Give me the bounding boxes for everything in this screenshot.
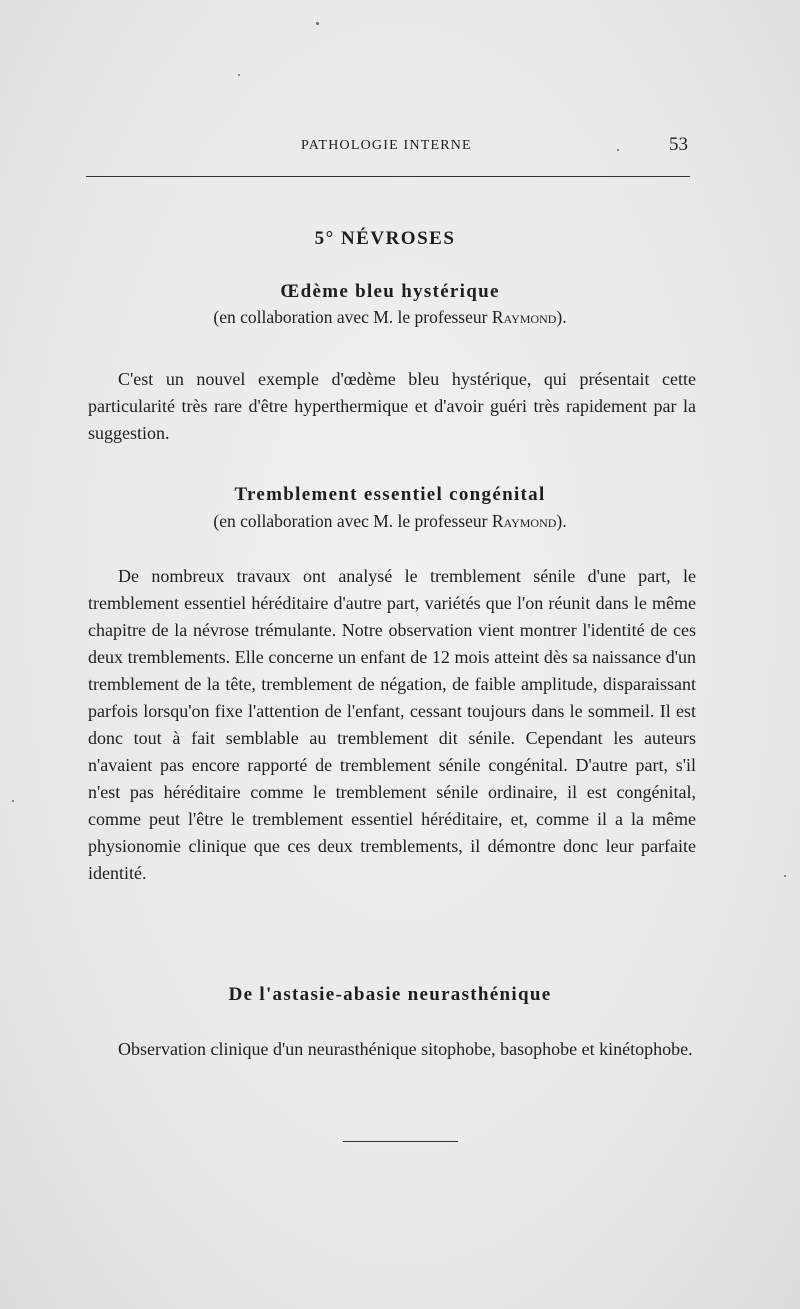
section-title-tremblement: Tremblement essentiel congénital xyxy=(234,484,546,505)
header-rule xyxy=(86,176,690,177)
subtitle-author: Raymond xyxy=(491,307,557,327)
section-title-astasie: De l'astasie-abasie neurasthénique xyxy=(228,984,552,1005)
running-title: PATHOLOGIE INTERNE xyxy=(301,138,472,153)
subtitle-prefix: (en collaboration avec M. le professeur xyxy=(213,511,492,531)
page-number: 53 xyxy=(669,134,688,155)
subtitle-suffix: ). xyxy=(556,511,567,531)
chapter-heading: 5° NÉVROSES xyxy=(314,228,456,249)
subtitle-author: Raymond xyxy=(491,511,557,531)
subtitle-prefix: (en collaboration avec M. le professeur xyxy=(213,307,492,327)
closing-rule xyxy=(343,1141,458,1142)
subtitle-suffix: ). xyxy=(556,307,567,327)
section-body-oedeme: C'est un nouvel exemple d'œdème bleu hystérique, qui présentait cette particularité très rare d'être hyperthermique et d'avoir guéri très rapidement par la suggestion. xyxy=(88,369,696,443)
section-body-tremblement: De nombreux travaux ont analysé le tremblement sénile d'une part, le tremblement essentiel héréditaire d'autre part, variétés que l'on réunit dans le même chapitre de la névrose trémulante. Notre observation vient montrer l'identité de ces deux tremblements. Elle concerne un enfant de 12 mois atteint dès sa naissance d'un tremblement de la tête, tremblement de négation, de faible amplitude, disparaissant parfois lorsqu'on fixe l'attention de l'enfant, cessant toujours dans le sommeil. Il est donc tout à fait semblable au tremblement dit sénile. Cependant les auteurs n'avaient pas encore rapporté de tremblement sénile congénital. D'autre part, s'il n'est pas héréditaire comme le tremblement sénile ordinaire, il est congénital, comme peut l'être le tremblement essentiel héréditaire, et, comme il a la même physionomie clinique que ces deux tremblements, il démontre donc leur parfaite identité. xyxy=(88,566,696,883)
section-title-oedeme: Œdème bleu hystérique xyxy=(280,281,500,302)
section-subtitle-tremblement xyxy=(0,511,780,532)
running-header xyxy=(86,134,692,160)
section-body-astasie: Observation clinique d'un neurasthénique sitophobe, basophobe et kinétophobe. xyxy=(118,1039,693,1059)
section-subtitle-oedeme xyxy=(0,307,780,328)
